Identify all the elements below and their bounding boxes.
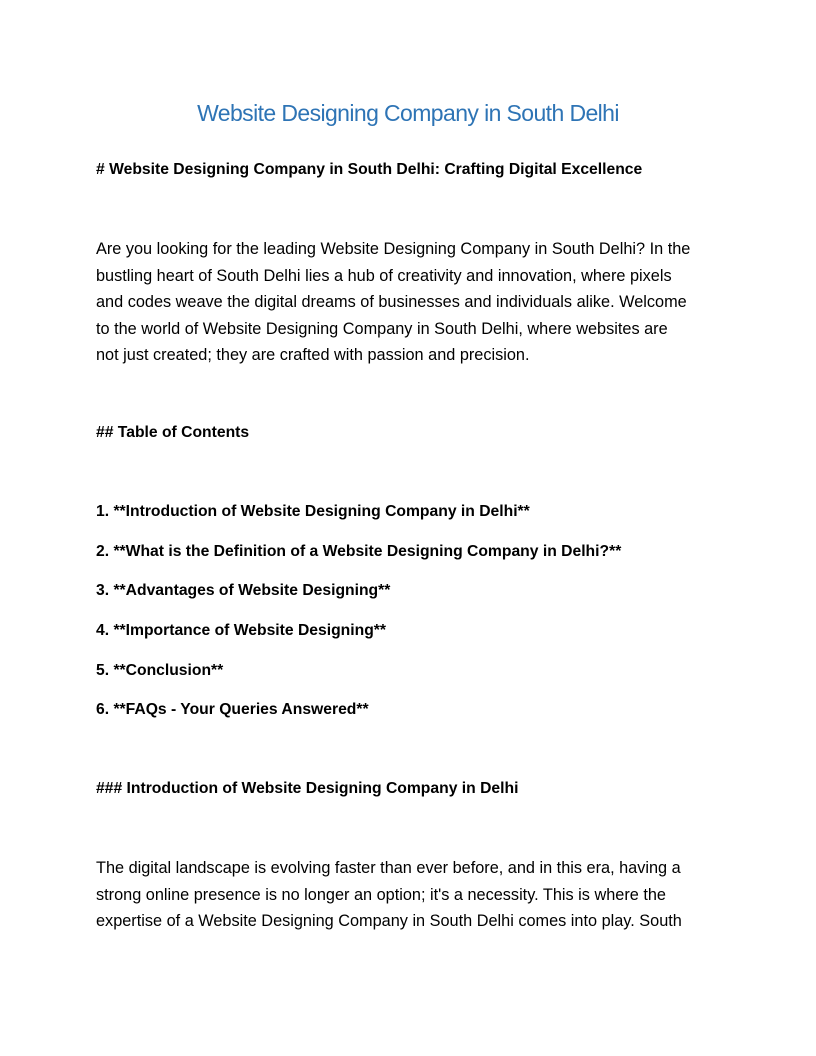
paragraph-line: to the world of Website Designing Company in South Delhi, where websites are [96, 319, 668, 338]
paragraph-line: strong online presence is no longer an option; it's a necessity. This is where the [96, 885, 666, 904]
toc-item: 3. **Advantages of Website Designing** [96, 582, 391, 600]
section-paragraph [96, 855, 736, 935]
paragraph-line: and codes weave the digital dreams of businesses and individuals alike. Welcome [96, 293, 687, 311]
toc-item: 2. **What is the Definition of a Website Designing Company in Delhi?** [96, 542, 622, 560]
toc-item: 5. **Conclusion** [96, 661, 224, 679]
intro-paragraph [96, 236, 736, 369]
paragraph-line: Are you looking for the leading Website Designing Company in South Delhi? In the [96, 240, 691, 258]
paragraph-line: The digital landscape is evolving faster than ever before, and in this era, having a [96, 859, 681, 877]
toc-item: 6. **FAQs - Your Queries Answered** [96, 701, 369, 719]
toc-heading: ## Table of Contents [96, 424, 250, 441]
paragraph-line: bustling heart of South Delhi lies a hub of creativity and innovation, where pixels [96, 266, 672, 285]
main-heading: # Website Designing Company in South Delhi: Crafting Digital Excellence [96, 161, 643, 178]
paragraph-line: expertise of a Website Designing Company in South Delhi comes into play. South [96, 912, 682, 930]
toc-item: 1. **Introduction of Website Designing Company in Delhi** [96, 503, 530, 520]
toc-item: 4. **Importance of Website Designing** [96, 622, 386, 640]
paragraph-line: not just created; they are crafted with passion and precision. [96, 346, 530, 364]
document-title: Website Designing Company in South Delhi [197, 100, 619, 126]
section-heading: ### Introduction of Website Designing Company in Delhi [96, 780, 519, 797]
table-of-contents [96, 501, 621, 739]
